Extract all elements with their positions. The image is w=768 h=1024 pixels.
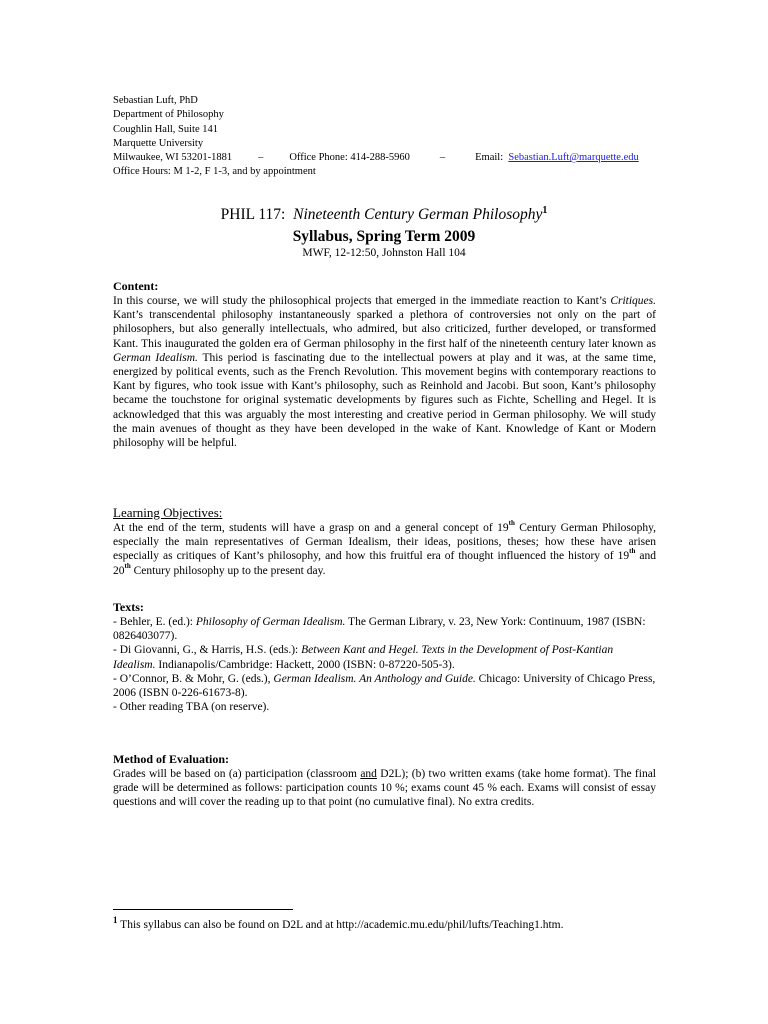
university: Marquette University [113, 137, 204, 149]
texts-list [113, 615, 656, 714]
course-title [0, 205, 768, 224]
content-section [113, 279, 656, 450]
evaluation-section [113, 752, 656, 810]
course-code: PHIL 117: [220, 206, 286, 224]
texts-section [113, 600, 656, 714]
evaluation-heading: Method of Evaluation: [113, 752, 230, 766]
objectives-section [113, 505, 656, 578]
instructor-name: Sebastian Luft, PhD [113, 95, 198, 106]
list-item: - Di Giovanni, G., & Harris, H.S. (eds.): Between Kant and Hegel. Texts in the Development of Post-Kantian Idealism. Indianapolis/Cambridge: Hackett, 2000 (ISBN: 0-87220-505-3). [113, 644, 614, 671]
meeting-info: MWF, 12-12:50, Johnston Hall 104 [302, 247, 466, 259]
office-phone: Office Phone: 414-288-5960 [289, 152, 410, 164]
office-location: Coughlin Hall, Suite 141 [113, 123, 218, 135]
syllabus-term: Syllabus, Spring Term 2009 [292, 228, 476, 245]
contact-line [113, 151, 639, 165]
list-item: - Behler, E. (ed.): Philosophy of German Idealism. The German Library, v. 23, New York: Continuum, 1987 (ISBN: 0826403077). [113, 616, 646, 643]
list-item: - O’Connor, B. & Mohr, G. (eds.), German Idealism. An Anthology and Guide. Chicago: University of Chicago Press, 2006 (ISBN 0-226-61673-8). [113, 672, 656, 700]
footnote [113, 915, 564, 931]
texts-heading: Texts: [113, 600, 144, 614]
instructor-header [113, 94, 639, 180]
email-link[interactable]: Sebastian.Luft@marquette.edu [508, 152, 639, 164]
dash: – [258, 152, 264, 164]
footnote-number: 1 [113, 915, 118, 925]
department: Department of Philosophy [113, 109, 224, 121]
course-name: Nineteenth Century German Philosophy [293, 206, 543, 224]
footnote-rule [113, 909, 293, 910]
objectives-heading: Learning Objectives: [113, 505, 223, 520]
dash: – [439, 152, 446, 164]
office-hours: Office Hours: M 1-2, F 1-3, and by appointment [113, 166, 316, 178]
content-heading: Content: [113, 279, 159, 293]
footnote-text: This syllabus can also be found on D2L and at http://academic.mu.edu/phil/lufts/Teaching1.htm. [117, 918, 564, 931]
evaluation-paragraph: Grades will be based on (a) participation (classroom and D2L); (b) two written exams (take home format). The final grade will be determined as follows: participation counts 10 %; exams count 45 % each. Exams will consist of essay questions and will cover the reading up to that point (no cumulative final). No extra credits. [113, 768, 656, 809]
email-label: Email: [475, 152, 504, 164]
list-item: - Other reading TBA (on reserve). [113, 701, 270, 714]
city: Milwaukee, WI 53201-1881 [113, 152, 233, 164]
objectives-paragraph: At the end of the term, students will have a grasp on and a general concept of 19th Century German Philosophy, especially the main representatives of German Idealism, their ideas, positions, theses; how these have arisen especially as critiques of Kant’s philosophy, and how this fruitful era of thought influenced the history of 19th and 20th Century philosophy up to the present day. [113, 519, 657, 577]
content-paragraph: In this course, we will study the philosophical projects that emerged in the immediate reaction to Kant’s Critiques. Kant’s transcendental philosophy instantaneously sparked a plethora of controversies not only on the part of philosophers, but also generally intellectuals, who admired, but also criticized, further developed, or transformed Kant. This inaugurated the golden era of German philosophy in the first half of the nineteenth century later known as German Idealism. This period is fascinating due to the intellectual powers at play and it was, at the same time, energized by political events, such as the French Revolution. This movement begins with contemporary reactions to Kant by figures, who took issue with Kant’s philosophy, such as Reinhold and Jacobi. But soon, Kant’s philosophy became the touchstone for original systematic developments by figures such as Fichte, Schelling and Hegel. It is acknowledged that this was arguably the most interesting and creative period in German philosophy. We will study the main avenues of thought as they have been developed in the wake of Kant. Knowledge of Kant or Modern philosophy will be helpful. [113, 295, 656, 450]
footnote-marker: 1 [542, 205, 548, 216]
